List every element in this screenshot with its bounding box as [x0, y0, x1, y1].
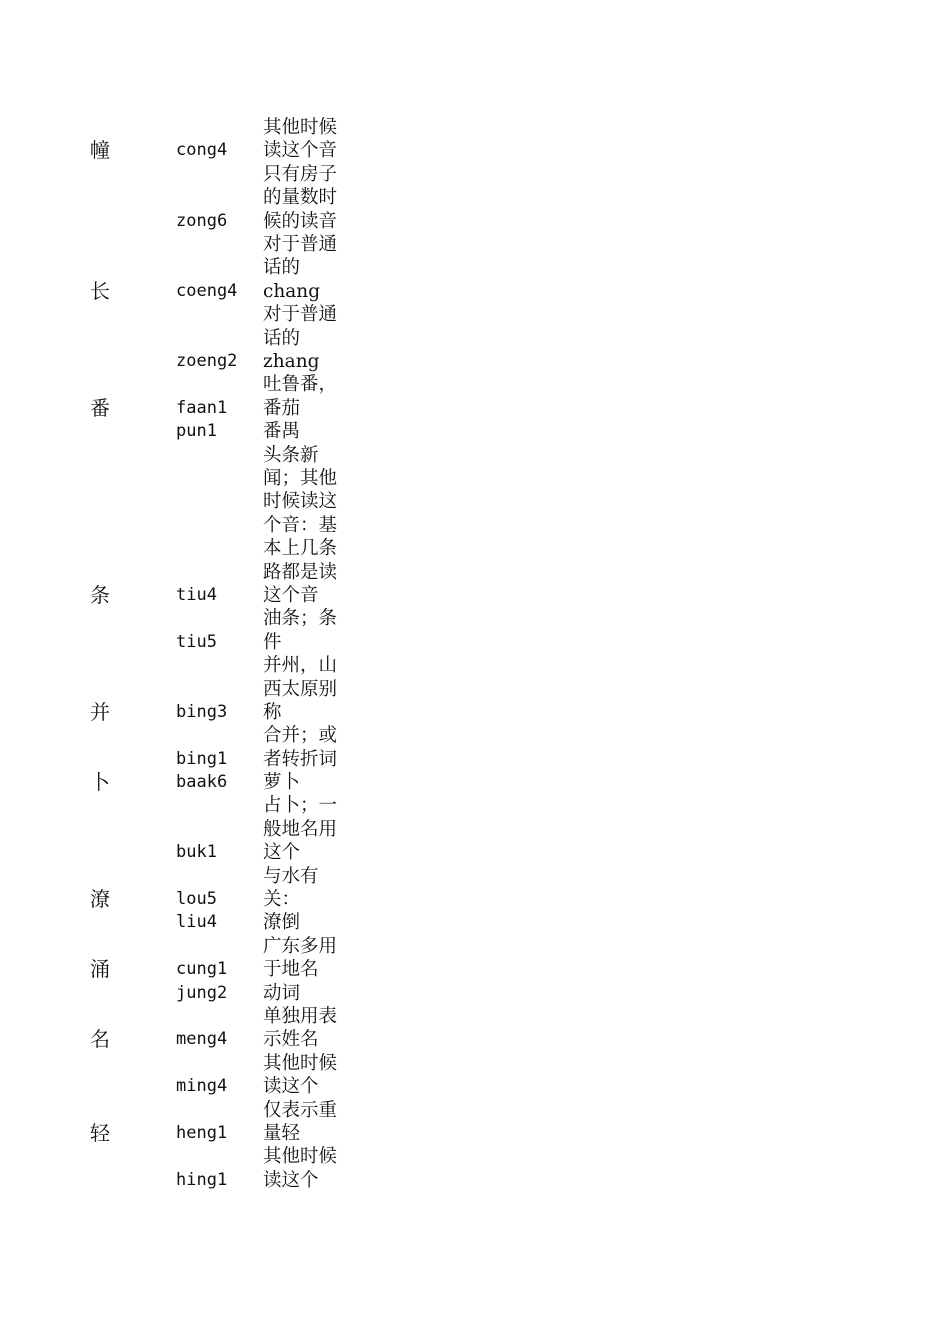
note-line: 的量数时: [263, 187, 338, 209]
note-line: 广东多用: [263, 935, 338, 957]
note-cell: [263, 911, 300, 934]
char-cell: 长: [90, 278, 110, 303]
note-line: 读这个音: [263, 140, 338, 162]
jyutping-cell: buk1: [176, 842, 217, 863]
note-line: 对于普通: [263, 233, 338, 255]
note-line: zhang: [263, 350, 320, 372]
jyutping-cell: baak6: [176, 772, 228, 793]
note-line: 单独用表: [263, 1006, 338, 1028]
note-cell: [263, 1145, 337, 1192]
char-cell: 轻: [90, 1121, 110, 1146]
note-line: 称: [263, 701, 282, 723]
char-cell: 涌: [90, 957, 110, 982]
note-line: 吐鲁番，: [263, 374, 338, 396]
jyutping-cell: cong4: [176, 140, 228, 161]
char-cell: 名: [90, 1027, 110, 1052]
jyutping-cell: zoeng2: [176, 350, 238, 371]
note-cell: [263, 233, 337, 303]
note-line: 般地名用: [263, 818, 338, 840]
note-line: 量轻: [263, 1123, 301, 1145]
note-cell: [263, 1005, 337, 1052]
jyutping-cell: cung1: [176, 959, 228, 980]
note-cell: [263, 163, 337, 233]
char-cell: 幢: [90, 138, 110, 163]
note-cell: [263, 1052, 337, 1099]
note-line: 对于普通: [263, 304, 338, 326]
note-line: 这个音: [263, 584, 319, 606]
note-line: 时候读这: [263, 491, 338, 513]
jyutping-cell: zong6: [176, 210, 228, 231]
note-line: 潦倒: [263, 912, 301, 934]
note-line: 萝卜: [263, 772, 301, 794]
note-cell: [263, 982, 300, 1005]
note-line: 读这个: [263, 1076, 319, 1098]
note-line: 件: [263, 631, 282, 653]
char-cell: 并: [90, 699, 110, 724]
note-line: 者转折词: [263, 748, 338, 770]
note-line: 示姓名: [263, 1029, 319, 1051]
note-line: 只有房子: [263, 163, 338, 185]
note-cell: [263, 420, 300, 443]
jyutping-cell: lou5: [176, 889, 217, 910]
note-line: 占卜；一: [263, 795, 338, 817]
note-line: 路都是读: [263, 561, 338, 583]
note-line: 其他时候: [263, 1052, 338, 1074]
jyutping-cell: coeng4: [176, 280, 238, 301]
note-cell: [263, 607, 337, 654]
note-cell: [263, 654, 337, 724]
note-line: 闻；其他: [263, 467, 338, 489]
note-line: chang: [263, 280, 321, 302]
note-cell: [263, 373, 337, 420]
jyutping-cell: bing3: [176, 701, 228, 722]
note-line: 其他时候: [263, 116, 338, 138]
note-line: 合并；或: [263, 725, 338, 747]
char-cell: 卜: [90, 770, 110, 795]
note-line: 关：: [263, 889, 301, 911]
char-cell: 条: [90, 582, 110, 607]
note-cell: [263, 794, 337, 864]
note-cell: [263, 865, 319, 912]
note-line: 并州，山: [263, 655, 338, 677]
jyutping-cell: tiu5: [176, 631, 217, 652]
note-line: 仅表示重: [263, 1099, 338, 1121]
note-cell: [263, 771, 300, 794]
note-cell: [263, 1099, 337, 1146]
jyutping-cell: pun1: [176, 421, 217, 442]
jyutping-cell: bing1: [176, 748, 228, 769]
note-line: 与水有: [263, 865, 319, 887]
char-cell: 番: [90, 395, 110, 420]
jyutping-cell: liu4: [176, 912, 217, 933]
char-cell: 潦: [90, 887, 110, 912]
note-line: 于地名: [263, 959, 319, 981]
jyutping-cell: ming4: [176, 1076, 228, 1097]
note-line: 话的: [263, 257, 301, 279]
note-cell: [263, 303, 337, 373]
note-line: 话的: [263, 327, 301, 349]
note-cell: [263, 444, 337, 608]
note-line: 其他时候: [263, 1146, 338, 1168]
note-line: 个音：基: [263, 514, 338, 536]
jyutping-cell: tiu4: [176, 584, 217, 605]
note-line: 这个: [263, 842, 301, 864]
note-line: 动词: [263, 982, 301, 1004]
note-cell: [263, 724, 337, 771]
jyutping-cell: hing1: [176, 1169, 228, 1190]
jyutping-cell: heng1: [176, 1123, 228, 1144]
note-line: 西太原别: [263, 678, 338, 700]
note-line: 番禺: [263, 421, 301, 443]
note-line: 油条；条: [263, 608, 338, 630]
note-line: 头条新: [263, 444, 319, 466]
jyutping-cell: jung2: [176, 982, 228, 1003]
note-cell: [263, 935, 337, 982]
note-line: 本上几条: [263, 538, 338, 560]
jyutping-cell: meng4: [176, 1029, 228, 1050]
note-line: 番茄: [263, 397, 301, 419]
note-cell: [263, 116, 337, 163]
note-line: 读这个: [263, 1169, 319, 1191]
jyutping-cell: faan1: [176, 397, 228, 418]
note-line: 候的读音: [263, 210, 338, 232]
